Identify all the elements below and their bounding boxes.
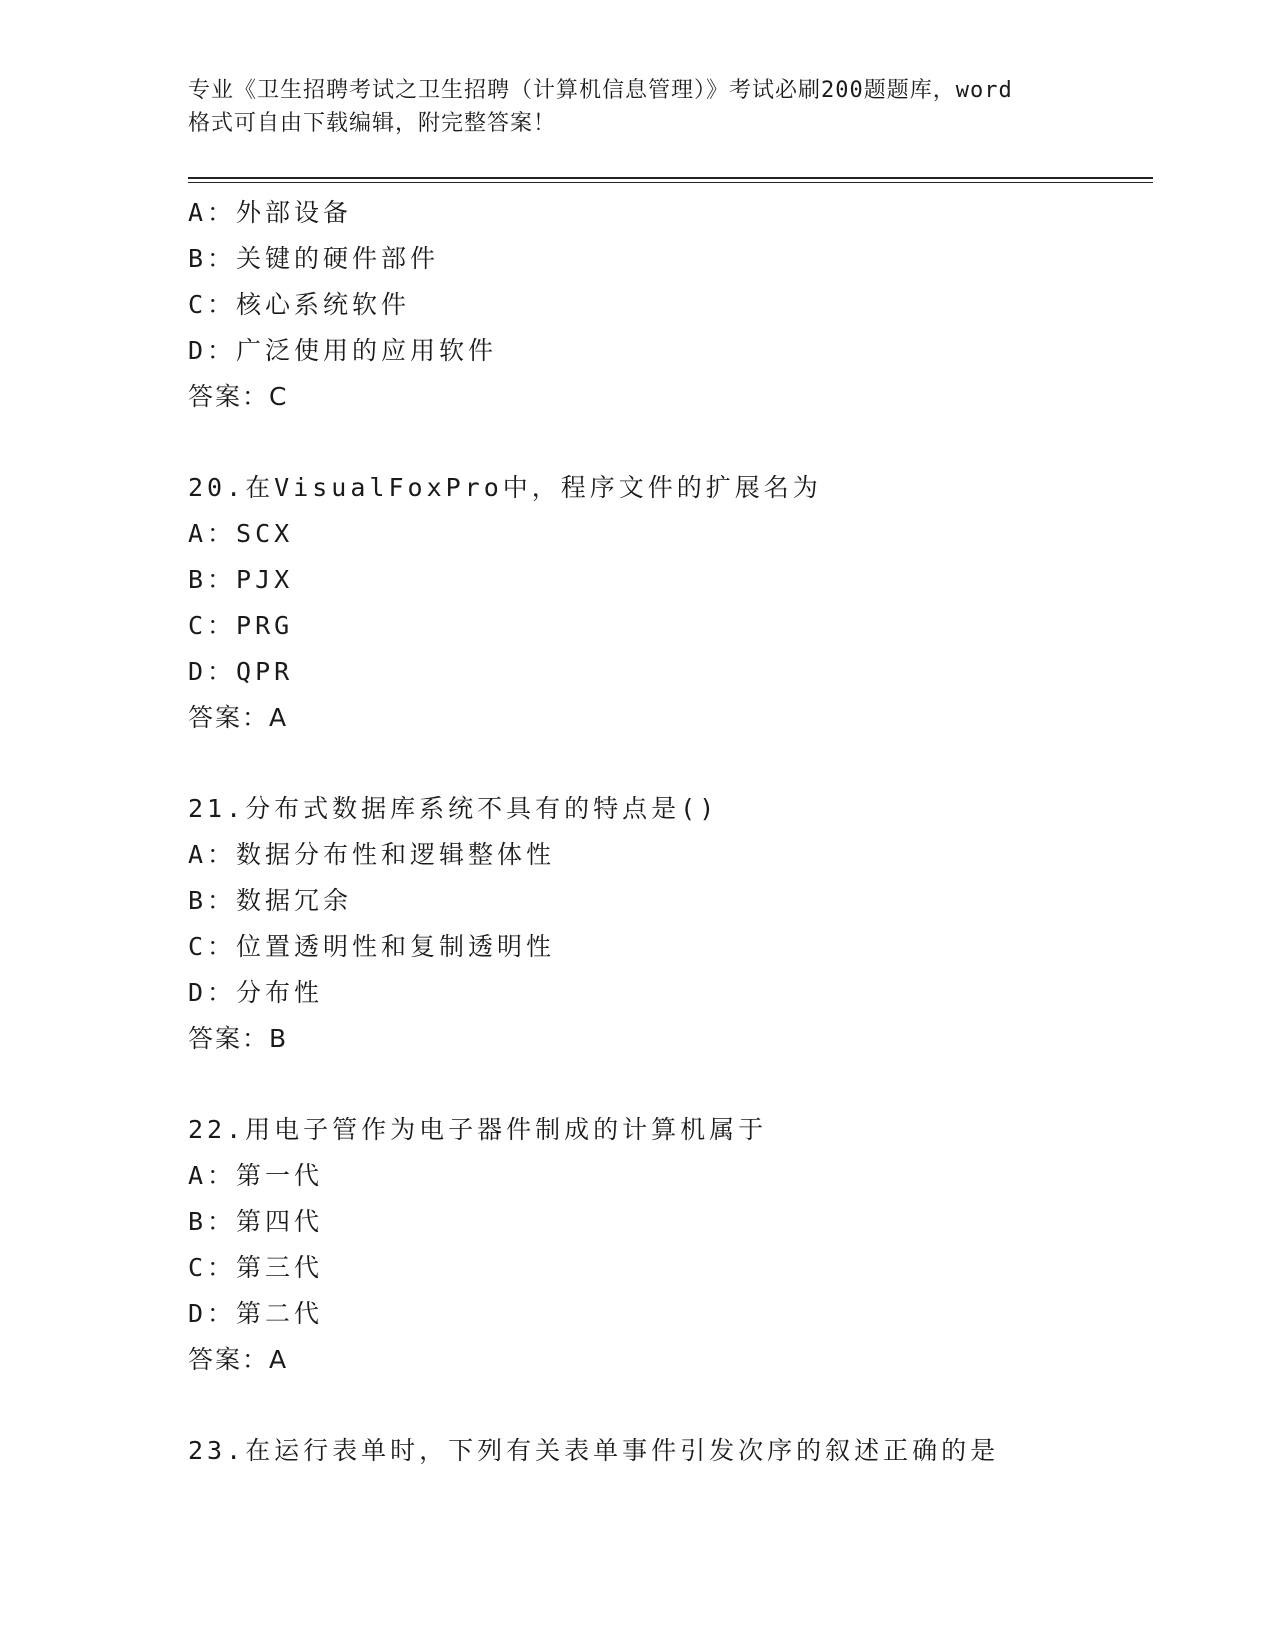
question-title: 20.在VisualFoxPro中，程序文件的扩展名为 bbox=[188, 473, 822, 502]
option-b: B：关键的硬件部件 bbox=[188, 244, 440, 273]
option-d: D：第二代 bbox=[188, 1299, 324, 1328]
option-a: A：SCX bbox=[188, 519, 294, 548]
option-d: D：广泛使用的应用软件 bbox=[188, 336, 498, 365]
question-title: 22.用电子管作为电子器件制成的计算机属于 bbox=[188, 1115, 768, 1144]
header-line-2: 格式可自由下载编辑，附完整答案！ bbox=[188, 111, 557, 136]
option-c: C：PRG bbox=[188, 611, 294, 640]
question-23 bbox=[188, 1428, 1153, 1474]
question-22 bbox=[188, 1107, 1153, 1383]
answer: 答案：A bbox=[188, 1345, 289, 1374]
question-title: 21.分布式数据库系统不具有的特点是() bbox=[188, 794, 719, 823]
document-header bbox=[188, 74, 1088, 140]
option-a: A：外部设备 bbox=[188, 198, 353, 227]
option-a: A：第一代 bbox=[188, 1161, 324, 1190]
answer: 答案：C bbox=[188, 382, 289, 411]
option-b: B：第四代 bbox=[188, 1207, 324, 1236]
option-d: D：QPR bbox=[188, 657, 294, 686]
option-b: B：数据冗余 bbox=[188, 886, 353, 915]
header-line-1: 专业《卫生招聘考试之卫生招聘（计算机信息管理）》考试必刷200题题库，word bbox=[188, 78, 1013, 103]
option-d: D：分布性 bbox=[188, 978, 324, 1007]
option-b: B：PJX bbox=[188, 565, 294, 594]
question-21 bbox=[188, 786, 1153, 1062]
answer: 答案：B bbox=[188, 1024, 289, 1053]
option-c: C：核心系统软件 bbox=[188, 290, 411, 319]
question-title: 23.在运行表单时，下列有关表单事件引发次序的叙述正确的是 bbox=[188, 1436, 1000, 1465]
header-divider-thick bbox=[188, 177, 1153, 179]
answer: 答案：A bbox=[188, 703, 289, 732]
option-c: C：位置透明性和复制透明性 bbox=[188, 932, 556, 961]
question-20 bbox=[188, 465, 1153, 741]
option-c: C：第三代 bbox=[188, 1253, 324, 1282]
question-19 bbox=[188, 190, 1153, 420]
question-list bbox=[188, 190, 1153, 1474]
option-a: A：数据分布性和逻辑整体性 bbox=[188, 840, 556, 869]
header-divider-thin bbox=[188, 182, 1153, 183]
